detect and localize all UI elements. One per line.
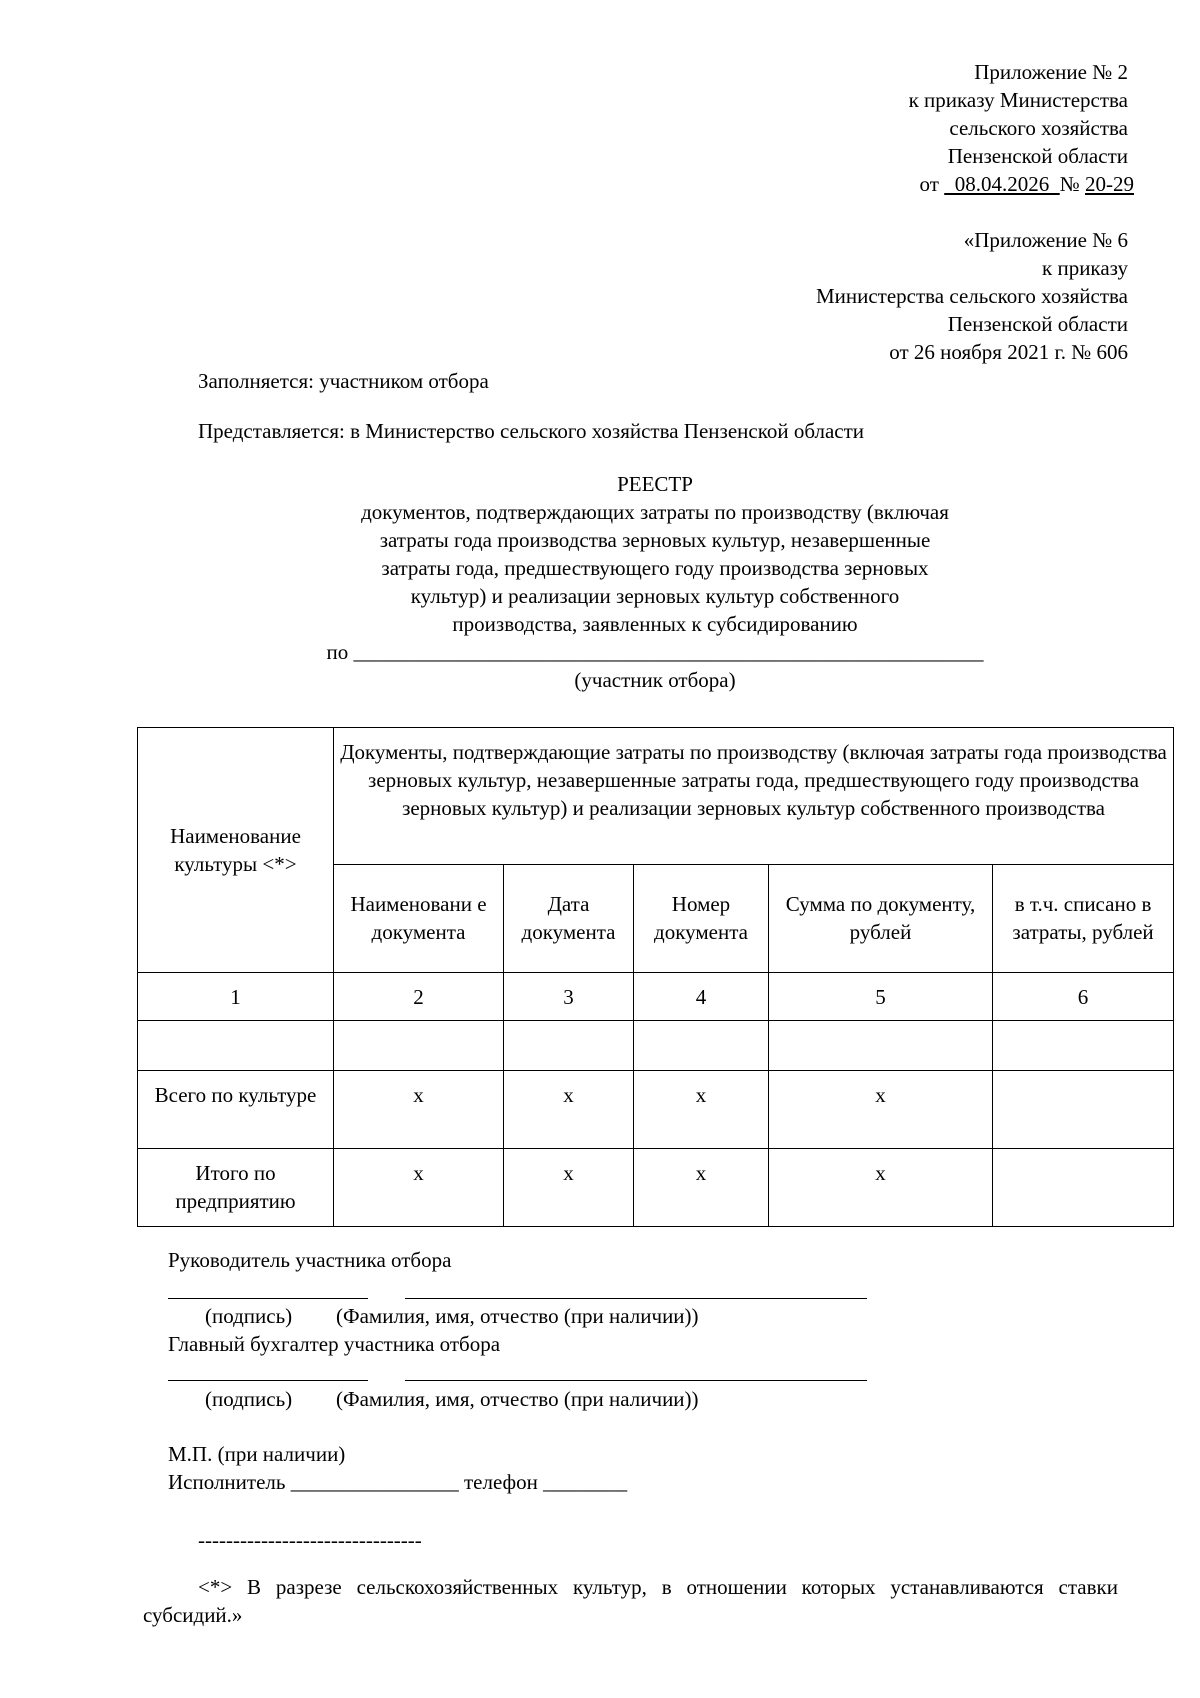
head-sign-line[interactable] [168,1298,368,1299]
subheader-doc-number: Номер документа [634,864,769,972]
phone-label: телефон [463,1470,538,1494]
empty-cell[interactable] [504,1021,634,1071]
accountant-fio-caption: (Фамилия, имя, отчество (при наличии)) [336,1387,699,1411]
participant-caption: (участник отбора) [574,668,736,692]
empty-cell[interactable] [138,1021,334,1071]
title-line5: производства, заявленных к субсидированию [452,612,858,636]
accountant-label: Главный бухгалтер участника отбора [168,1332,501,1356]
row-cell: x [504,1149,634,1227]
stamp-label: М.П. (при наличии) [168,1442,346,1466]
row-cell: x [634,1149,769,1227]
head-fio-caption: (Фамилия, имя, отчество (при наличии)) [336,1304,699,1328]
col-number: 3 [504,973,634,1021]
annex6-line2: к приказу [1042,256,1128,280]
empty-cell[interactable] [769,1021,993,1071]
submitted-to: Представляется: в Министерство сельского хозяйства Пензенской области [198,419,865,443]
empty-cell[interactable] [334,1021,504,1071]
subheader-doc-date: Дата документа [504,864,634,972]
empty-cell[interactable] [993,1021,1174,1071]
title-heading: РЕЕСТР [617,472,693,496]
title-line3: затраты года, предшествующего году производства зерновых [381,556,929,580]
footnote-separator: -------------------------------- [198,1528,422,1552]
col-number: 2 [334,973,504,1021]
row-cell[interactable] [993,1071,1174,1149]
total-by-enterprise-row [138,1149,1174,1227]
subheader-written-off: в т.ч. списано в затраты, рублей [993,864,1174,972]
accountant-fio-line[interactable] [405,1380,867,1381]
document-title [270,470,1040,694]
title-line4: культур) и реализации зерновых культур собственного [410,584,900,608]
empty-cell[interactable] [634,1021,769,1071]
phone-blank[interactable]: ________ [543,1470,628,1494]
num-value: 20-29 [1085,172,1134,196]
title-line2: затраты года производства зерновых культур, незавершенные [379,528,931,552]
empty-row [138,1021,1174,1071]
executor-line [168,1468,627,1496]
date-prefix: от [919,172,939,196]
row-label: Всего по культуре [138,1071,334,1149]
po-blank: ____________________________________________________________ [353,640,984,664]
footnote-text: <*> В разрезе сельскохозяйственных культур, в отношении которых устанавливаются ставки субсидий.» [143,1575,1118,1627]
po-line [270,638,1040,666]
subheader-doc-name: Наименовани е документа [334,864,504,972]
row-cell: x [334,1149,504,1227]
executor-blank[interactable]: ________________ [290,1470,459,1494]
head-label: Руководитель участника отбора [168,1248,452,1272]
number-row [138,973,1174,1021]
col-number: 1 [138,973,334,1021]
annex6-block [816,226,1128,366]
col1-header: Наименование культуры <*> [138,728,334,973]
row-label: Итого по предприятию [138,1149,334,1227]
col-number: 6 [993,973,1174,1021]
row-cell: x [769,1149,993,1227]
po-prefix: по [326,640,349,664]
registry-table [137,727,1174,1227]
annex2-line4: Пензенской области [947,144,1128,168]
group-header: Документы, подтверждающие затраты по производству (включая затраты года производства зерновых культур, незавершенные затраты года, предшествующего году производства зерновых культур) и реализации зерновых культур собственного производства [334,728,1174,865]
annex2-line2: к приказу Министерства [908,88,1128,112]
annex6-line1: «Приложение № 6 [963,228,1128,252]
head-sign-caption: (подпись) [205,1304,293,1328]
annex6-line4: Пензенской области [947,312,1128,336]
header-row-1 [138,728,1174,865]
head-fio-line[interactable] [405,1298,867,1299]
date-value: 08.04.2026 [944,172,1060,196]
annex2-line3: сельского хозяйства [949,116,1128,140]
total-by-crop-row [138,1071,1174,1149]
row-cell: x [504,1071,634,1149]
row-cell: x [634,1071,769,1149]
col-number: 4 [634,973,769,1021]
subheader-amount: Сумма по документу, рублей [769,864,993,972]
annex6-line3: Министерства сельского хозяйства [815,284,1128,308]
col-number: 5 [769,973,993,1021]
row-cell[interactable] [993,1149,1174,1227]
row-cell: x [769,1071,993,1149]
executor-label: Исполнитель [168,1470,286,1494]
accountant-sign-line[interactable] [168,1380,368,1381]
num-prefix: № [1059,172,1080,196]
row-cell: x [334,1071,504,1149]
title-line1: документов, подтверждающих затраты по производству (включая [361,500,949,524]
annex2-block [908,58,1134,198]
filled-by: Заполняется: участником отбора [198,369,489,393]
annex2-line1: Приложение № 2 [974,60,1128,84]
accountant-sign-caption: (подпись) [205,1387,293,1411]
annex2-date-line [909,170,1134,198]
annex6-line5: от 26 ноября 2021 г. № 606 [889,340,1128,364]
